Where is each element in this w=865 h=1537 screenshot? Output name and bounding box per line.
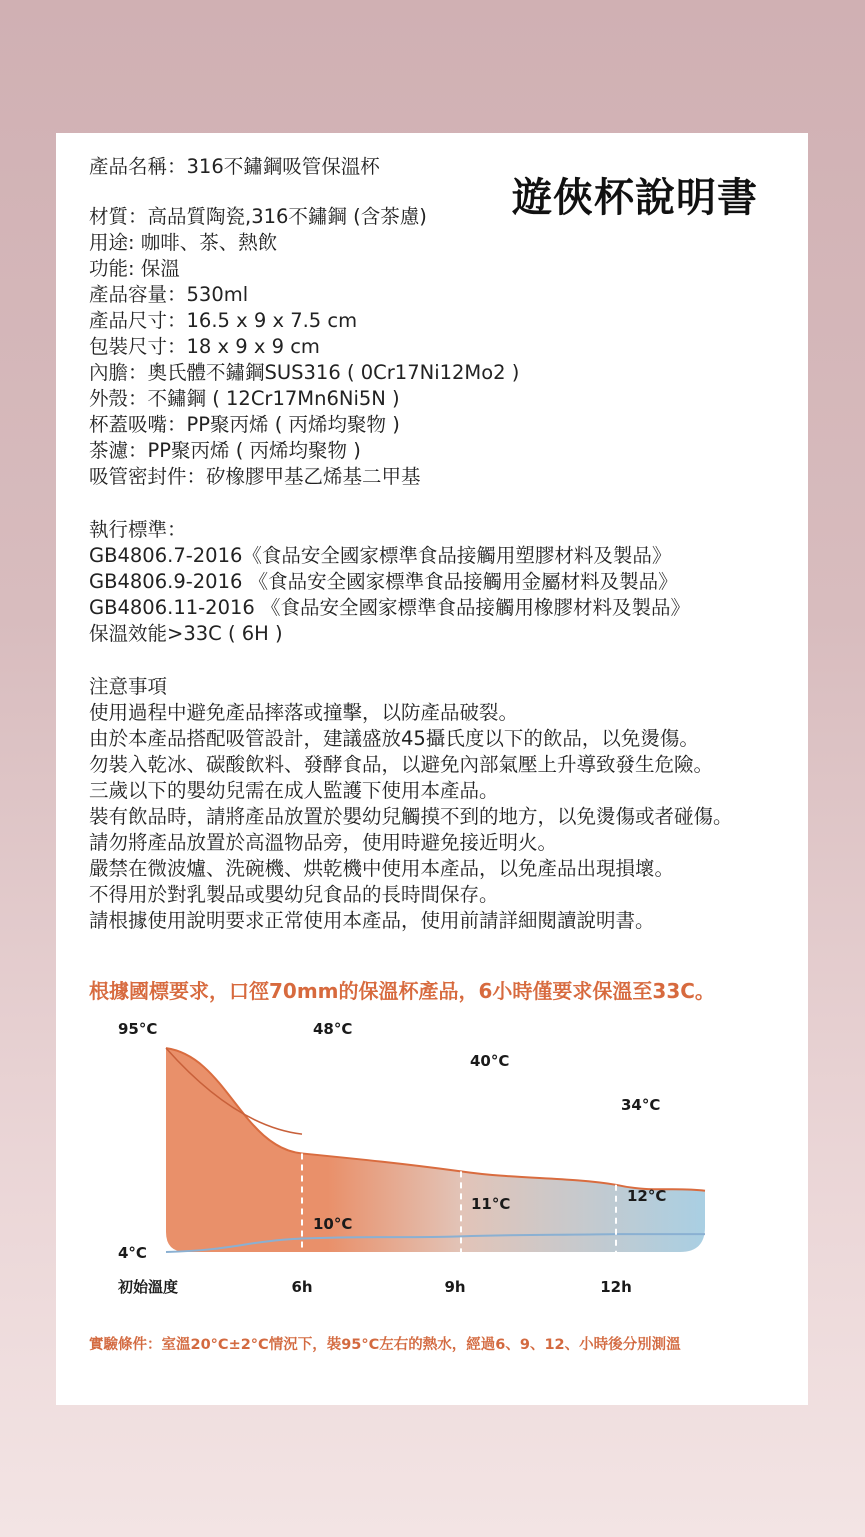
notes-line: 嚴禁在微波爐、洗碗機、烘乾機中使用本產品，以免產品出現損壞。 [89, 857, 675, 880]
notes-line: 請勿將產品放置於高溫物品旁，使用時避免接近明火。 [89, 831, 558, 854]
specs-line: 產品尺寸：16.5 x 9 x 7.5 cm [89, 309, 358, 332]
notes-line: 裝有飲品時，請將產品放置於嬰幼兒觸摸不到的地方，以免燙傷或者碰傷。 [89, 805, 733, 828]
temperature-chart [80, 1008, 780, 1308]
temperature-area [166, 1048, 705, 1252]
notes-line: 勿裝入乾冰、碳酸飲料、發酵食品，以避免內部氣壓上升導致發生危險。 [89, 753, 714, 776]
standards-line: GB4806.11-2016 《食品安全國家標準食品接觸用橡膠材料及製品》 [89, 596, 690, 619]
data-label-cool: 10°C [313, 1215, 353, 1233]
notes-line: 注意事項 [89, 675, 168, 698]
standards-line: 執行標準： [89, 518, 187, 541]
specs-line: 包裝尺寸：18 x 9 x 9 cm [89, 335, 320, 358]
data-label-hot: 34°C [621, 1096, 661, 1114]
notes-line: 由於本產品搭配吸管設計，建議盛放45攝氏度以下的飲品，以免燙傷。 [89, 727, 699, 750]
data-label-cool: 12°C [627, 1187, 667, 1205]
standards-section [89, 517, 690, 647]
x-tick-label: 6h [291, 1278, 313, 1296]
standards-line: GB4806.9-2016 《食品安全國家標準食品接觸用金屬材料及製品》 [89, 570, 678, 593]
specs-line: 內膽：奧氏體不鏽鋼SUS316 ( 0Cr17Ni12Mo2 ) [89, 361, 520, 384]
chart-heading: 根據國標要求，口徑70mm的保溫杯產品，6小時僅要求保溫至33C。 [89, 979, 715, 1003]
specs-line: 產品名稱：316不鏽鋼吸管保溫杯 [89, 155, 380, 178]
standards-line: 保溫效能>33C ( 6H ) [89, 622, 283, 645]
specs-line: 材質：高品質陶瓷,316不鏽鋼 (含茶慮) [89, 205, 427, 228]
specs-line: 吸管密封件：矽橡膠甲基乙烯基二甲基 [89, 465, 421, 488]
standards-line: GB4806.7-2016《食品安全國家標準食品接觸用塑膠材料及製品》 [89, 544, 672, 567]
specs-line: 產品容量：530ml [89, 283, 249, 306]
experiment-footnote: 實驗條件：室溫20°C±2°C情況下，裝95°C左右的熱水，經過6、9、12、小時後分別測溫 [89, 1337, 681, 1353]
specs-line: 外殼：不鏽鋼 ( 12Cr17Mn6Ni5N ) [89, 387, 400, 410]
data-label-cool: 4°C [118, 1244, 147, 1262]
notes-line: 使用過程中避免產品摔落或撞擊，以防產品破裂。 [89, 701, 519, 724]
notes-line: 三歲以下的嬰幼兒需在成人監護下使用本產品。 [89, 779, 499, 802]
x-tick-label: 12h [600, 1278, 632, 1296]
specs-line: 杯蓋吸嘴：PP聚丙烯 ( 丙烯均聚物 ) [89, 413, 400, 436]
notes-line: 請根據使用說明要求正常使用本產品，使用前請詳細閱讀說明書。 [89, 909, 655, 932]
specs-line: 用途: 咖啡、茶、熱飲 [89, 231, 278, 254]
x-tick-label: 9h [444, 1278, 466, 1296]
notes-section [89, 674, 733, 934]
data-label-hot: 40°C [470, 1052, 510, 1070]
data-label-hot: 48°C [313, 1020, 353, 1038]
x-tick-label: 初始溫度 [118, 1278, 179, 1296]
specs-line: 茶濾：PP聚丙烯 ( 丙烯均聚物 ) [89, 439, 361, 462]
document-title: 遊俠杯說明書 [512, 175, 758, 221]
specs-line: 功能: 保溫 [89, 257, 180, 280]
specs-section [89, 154, 519, 490]
notes-line: 不得用於對乳製品或嬰幼兒食品的長時間保存。 [89, 883, 499, 906]
data-label-cool: 11°C [471, 1195, 511, 1213]
data-label-hot: 95°C [118, 1020, 158, 1038]
